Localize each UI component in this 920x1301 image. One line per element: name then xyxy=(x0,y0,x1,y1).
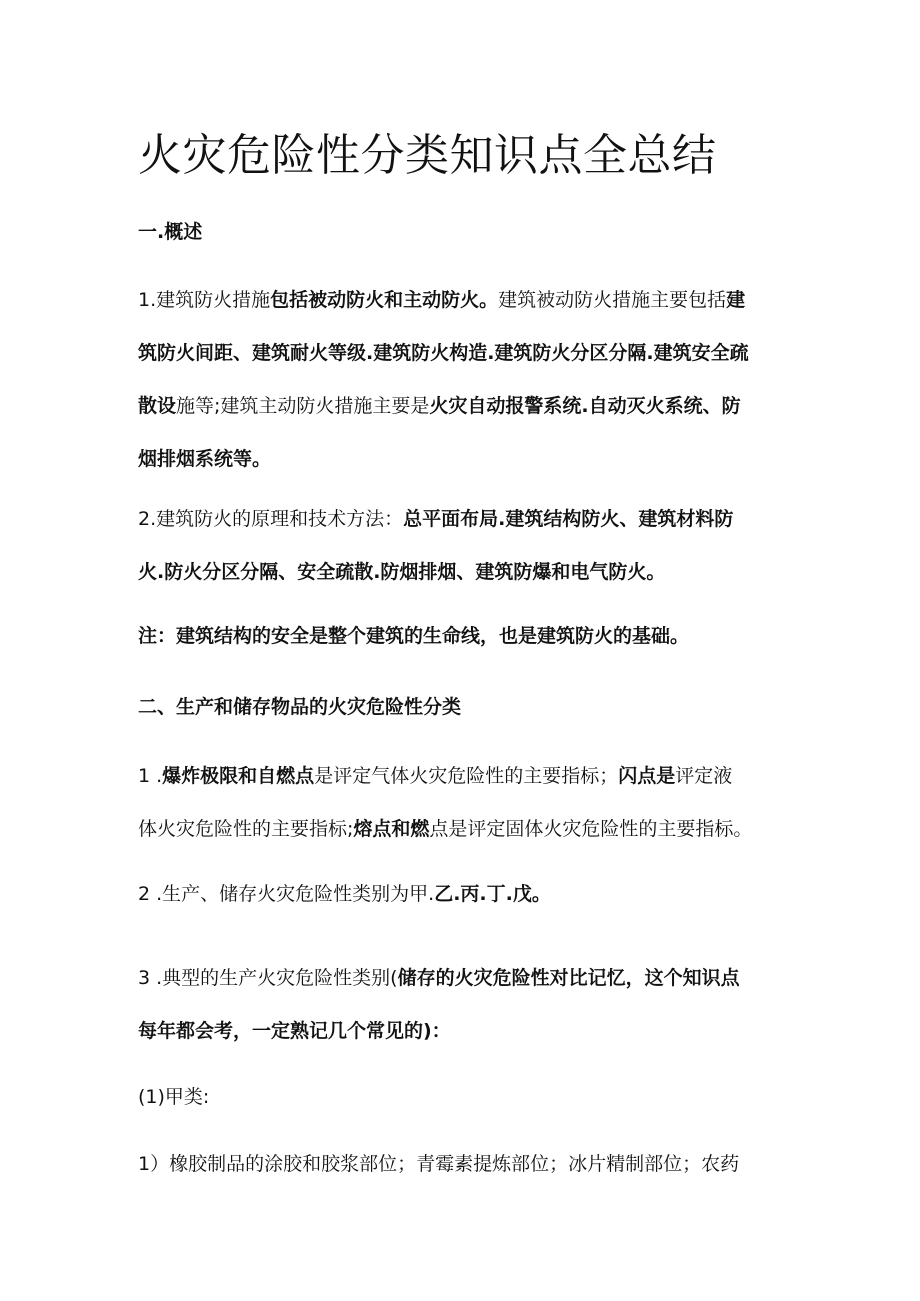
paragraph-line: 散设施等;建筑主动防火措施主要是火灾自动报警系统.自动灭火系统、防 xyxy=(138,395,741,417)
paragraph-line: 火.防火分区分隔、安全疏散.防烟排烟、建筑防爆和电气防火。 xyxy=(138,561,666,583)
sub-heading-class-a: (1)甲类: xyxy=(138,1086,210,1108)
section-heading-classification: 二、生产和储存物品的火灾危险性分类 xyxy=(138,696,462,718)
paragraph-fire-measures xyxy=(138,274,790,486)
paragraph-line: 筑防火间距、建筑耐火等级.建筑防火构造.建筑防火分区分隔.建筑安全疏 xyxy=(138,342,749,364)
document-title: 火灾危险性分类知识点全总结 xyxy=(138,130,717,181)
paragraph-line: 烟排烟系统等。 xyxy=(138,448,272,470)
paragraph-fire-principles xyxy=(138,493,790,599)
list-item-class-a-1: 1）橡胶制品的涂胶和胶浆部位；青霉素提炼部位；冰片精制部位；农药 xyxy=(138,1153,740,1175)
list-item-2 xyxy=(138,868,790,921)
list-item-1 xyxy=(138,750,790,856)
paragraph-line: 2 .生产、储存火灾危险性类别为甲.乙.丙.丁.戊。 xyxy=(138,883,551,905)
paragraph-line: 3 .典型的生产火灾危险性类别(储存的火灾危险性对比记忆，这个知识点 xyxy=(138,967,740,989)
paragraph-line: 2.建筑防火的原理和技术方法：总平面布局.建筑结构防火、建筑材料防 xyxy=(138,508,734,530)
paragraph-line: 体火灾危险性的主要指标;熔点和燃点是评定固体火灾危险性的主要指标。 xyxy=(138,818,753,840)
paragraph-line: 1 .爆炸极限和自燃点是评定气体火灾危险性的主要指标；闪点是评定液 xyxy=(138,765,733,787)
paragraph-line: 1.建筑防火措施包括被动防火和主动防火。建筑被动防火措施主要包括建 xyxy=(138,289,746,311)
paragraph-line: 每年都会考，一定熟记几个常见的)： xyxy=(138,1020,451,1042)
note-paragraph: 注：建筑结构的安全是整个建筑的生命线，也是建筑防火的基础。 xyxy=(138,625,690,647)
list-item-3 xyxy=(138,952,790,1058)
section-heading-overview: 一.概述 xyxy=(138,221,203,243)
